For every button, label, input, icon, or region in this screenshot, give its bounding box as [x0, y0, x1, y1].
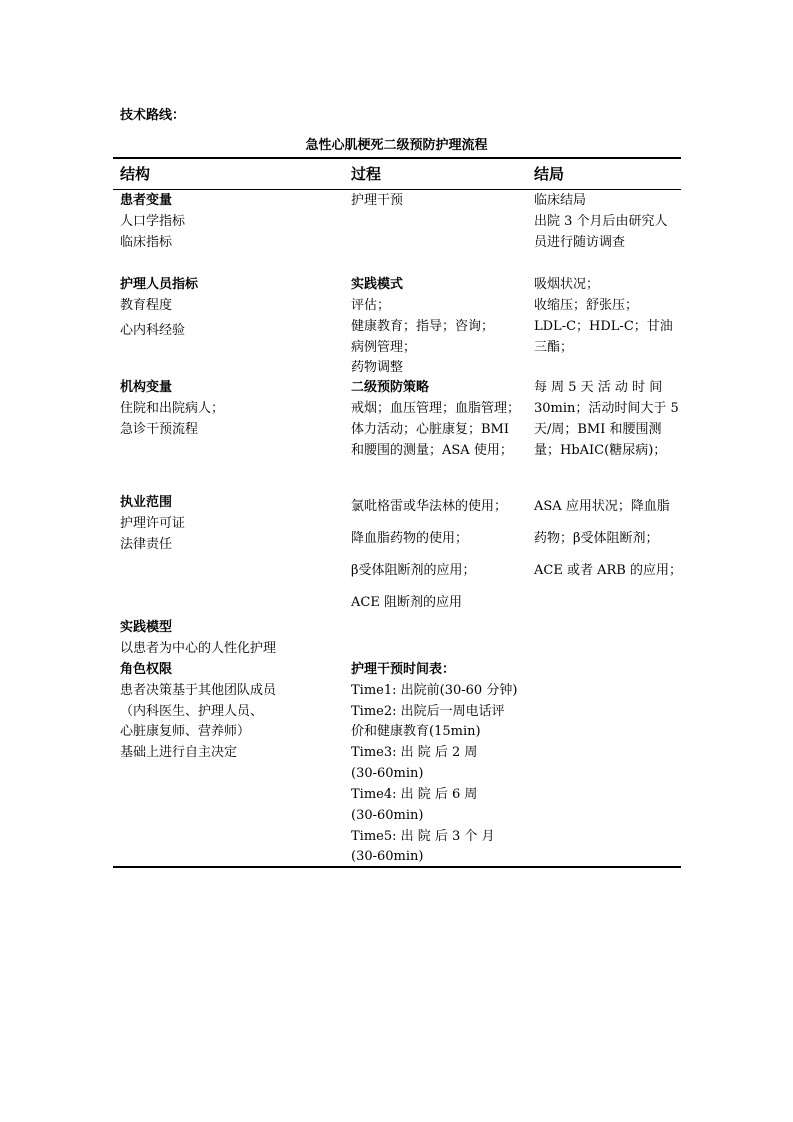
institution-variables-title: 机构变量: [120, 380, 173, 395]
time4-line-1: Time4: 出 院 后 6 周: [351, 787, 478, 802]
role-line-2: （内科医生、护理人员、: [120, 704, 264, 719]
lipids-line-2: 三酯；: [534, 340, 574, 355]
strategy-line-1: 戒烟；血压管理；血脂管理；: [351, 401, 521, 416]
activity-line-2: 30min；活动时间大于 5: [534, 401, 679, 416]
assessment-item: 评估；: [351, 298, 391, 313]
strategy-line-3: 和腰围的测量；ASA 使用；: [351, 443, 513, 458]
nurse-indicators-title: 护理人员指标: [120, 277, 199, 292]
time1-item: Time1: 出院前(30-60 分钟): [351, 683, 518, 698]
practice-model-title: 实践模型: [120, 620, 173, 635]
section-heading: 技术路线：: [120, 108, 186, 123]
demographics-item: 人口学指标: [120, 214, 186, 229]
role-line-4: 基础上进行自主决定: [120, 745, 238, 760]
column-header-structure: 结构: [120, 165, 151, 183]
inpatients-item: 住院和出院病人；: [120, 401, 225, 416]
table-top-rule: [113, 157, 681, 159]
cardiology-experience-item: 心内科经验: [120, 323, 186, 338]
scope-of-practice-title: 执业范围: [120, 495, 173, 510]
clopidogrel-item: 氯吡格雷或华法林的使用；: [351, 499, 508, 514]
time3-line-1: Time3: 出 院 后 2 周: [351, 745, 478, 760]
asa-line-3: ACE 或者 ARB 的应用；: [534, 563, 682, 578]
clinical-item: 临床指标: [120, 235, 173, 250]
role-line-3: 心脏康复师、营养师）: [120, 724, 251, 739]
practice-mode-title: 实践模式: [351, 277, 404, 292]
case-management-item: 病例管理；: [351, 340, 417, 355]
nursing-intervention-item: 护理干预: [351, 193, 404, 208]
activity-line-3: 天/周；BMI 和腰围测: [534, 422, 662, 437]
asa-line-2: 药物；β受体阻断剂；: [534, 531, 659, 546]
table-bottom-rule: [113, 866, 681, 868]
schedule-title: 护理干预时间表：: [351, 662, 456, 677]
education-item: 教育程度: [120, 298, 173, 313]
health-education-item: 健康教育；指导；咨询；: [351, 319, 495, 334]
lipids-line-1: LDL-C；HDL-C；甘油: [534, 319, 673, 334]
legal-item: 法律责任: [120, 537, 173, 552]
activity-line-4: 量；HbAIC(糖尿病)；: [534, 443, 667, 458]
time5-line-2: (30-60min): [351, 849, 424, 864]
secondary-prevention-title: 二级预防策略: [351, 380, 430, 395]
table-header-rule: [113, 189, 681, 190]
time4-line-2: (30-60min): [351, 808, 424, 823]
column-header-outcome: 结局: [534, 165, 565, 183]
role-line-1: 患者决策基于其他团队成员: [120, 683, 277, 698]
time5-line-1: Time5: 出 院 后 3 个 月: [351, 829, 495, 844]
lipid-drugs-item: 降血脂药物的使用；: [351, 531, 469, 546]
patient-variables-title: 患者变量: [120, 193, 173, 208]
asa-line-1: ASA 应用状况；降血脂: [534, 499, 670, 514]
drug-adjustment-item: 药物调整: [351, 360, 404, 375]
followup-line-2: 员进行随访调查: [534, 235, 626, 250]
column-header-process: 过程: [351, 165, 382, 183]
blood-pressure-item: 收缩压；舒张压；: [534, 298, 639, 313]
activity-line-1: 每 周 5 天 活 动 时 间: [534, 380, 663, 395]
time2-line-2: 价和健康教育(15min): [351, 724, 481, 739]
time2-line-1: Time2: 出院后一周电话评: [351, 704, 505, 719]
followup-line-1: 出院 3 个月后由研究人: [534, 214, 668, 229]
role-authority-title: 角色权限: [120, 662, 173, 677]
table-title: 急性心肌梗死二级预防护理流程: [305, 138, 488, 153]
beta-blockers-item: β受体阻断剂的应用；: [351, 563, 476, 578]
emergency-flow-item: 急诊干预流程: [120, 422, 199, 437]
patient-centered-item: 以患者为中心的人性化护理: [120, 641, 277, 656]
strategy-line-2: 体力活动；心脏康复；BMI: [351, 422, 509, 437]
time3-line-2: (30-60min): [351, 766, 424, 781]
clinical-outcome-item: 临床结局: [534, 193, 587, 208]
smoking-status-item: 吸烟状况；: [534, 277, 600, 292]
license-item: 护理许可证: [120, 516, 186, 531]
ace-inhibitors-item: ACE 阻断剂的应用: [351, 595, 462, 610]
